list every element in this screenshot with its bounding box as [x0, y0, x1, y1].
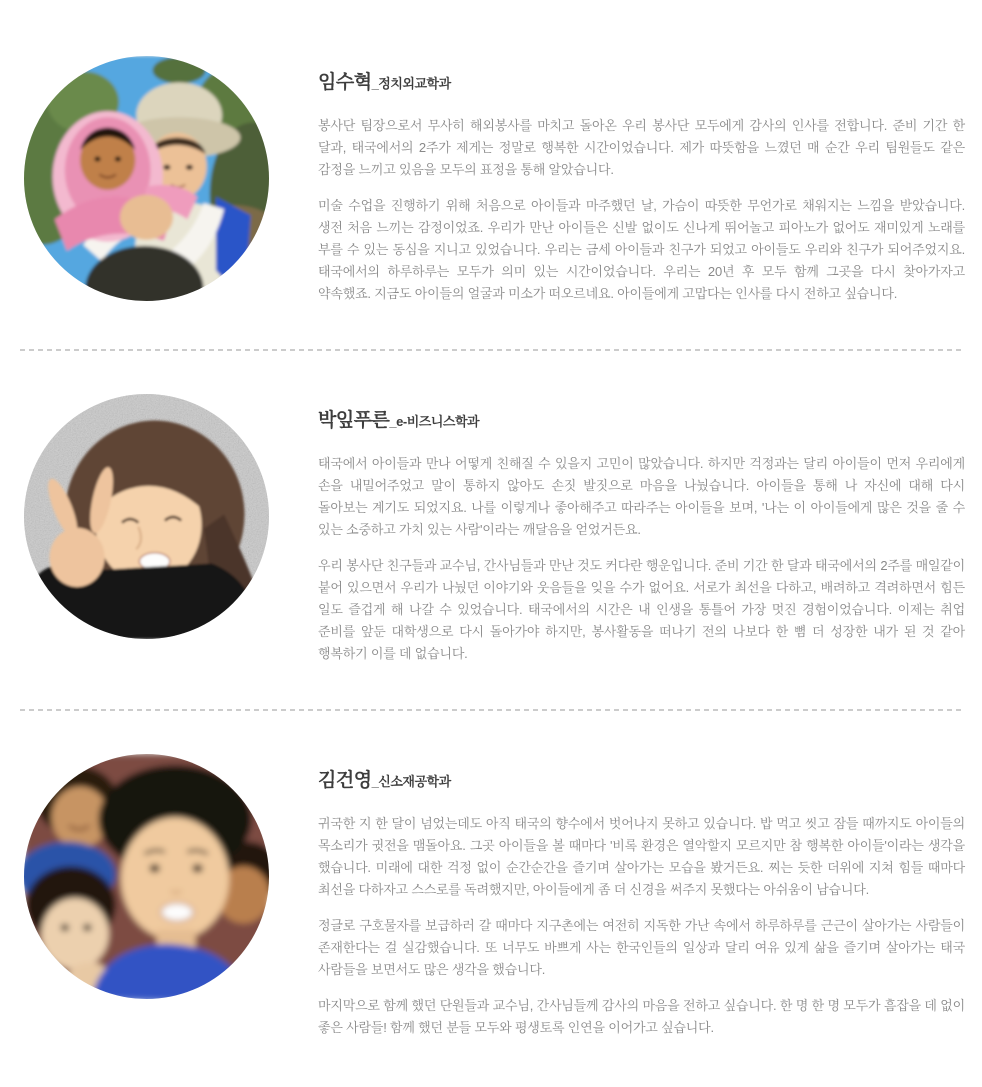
person-heading-3	[318, 768, 965, 793]
dashed-divider	[20, 349, 962, 351]
person-department: _신소재공학과	[371, 774, 451, 789]
testimonial-section-2	[0, 394, 982, 665]
testimonial-paragraph: 미술 수업을 진행하기 위해 처음으로 아이들과 마주했던 날, 가슴이 따뜻한 무언가로 채워지는 느낌을 받았습니다. 생전 처음 느끼는 감정이었죠. 우리가 만난 아이들은 신발 없이도 신나게 뛰어놀고 피아노가 없어도 재미있게 노래를 부를 수 있는 동심을 지니고 있었습니다. 우리는 금세 아이들과 친구가 되었고 아이들도 우리와 친구가 되어주었지요. 태국에서의 하루하루는 모두가 의미 있는 시간이었습니다. 우리는 20년 후 모두 함께 그곳을 다시 찾아가자고 약속했죠. 지금도 아이들의 얼굴과 미소가 떠오르네요. 아이들에게 고맙다는 인사를 다시 전하고 싶습니다.	[318, 198, 965, 301]
peace-sign-girl-photo	[24, 394, 269, 639]
testimonial-paragraph: 정글로 구호물자를 보급하러 갈 때마다 지구촌에는 여전히 지독한 가난 속에서 하루하루를 근근이 살아가는 사람들이 존재한다는 걸 실감했습니다. 또 너무도 바쁘게 사는 한국인들의 일상과 달리 여유 있게 삶을 즐기며 살아가는 태국 사람들을 보면서도 많은 생각을 했습니다.	[318, 918, 965, 977]
profile-photo-2	[24, 394, 269, 639]
dashed-divider	[20, 709, 962, 711]
testimonial-paragraph: 봉사단 팀장으로서 무사히 해외봉사를 마치고 돌아온 우리 봉사단 모두에게 감사의 인사를 전합니다. 준비 기간 한 달과, 태국에서의 2주가 제게는 정말로 행복한 시간이었습니다. 제가 따뜻함을 느꼈던 매 순간 우리 팀원들도 같은 감정을 느끼고 있음을 모두의 표정을 통해 알았습니다.	[318, 118, 965, 177]
person-name: 박잎푸른	[318, 410, 390, 431]
testimonial-section-3	[0, 754, 982, 1039]
selfie-with-children-photo	[24, 754, 269, 999]
testimonial-section-1	[0, 56, 982, 305]
profile-photo-1	[24, 56, 269, 301]
person-department: _정치외교학과	[371, 76, 451, 91]
person-heading-2	[318, 408, 965, 433]
volunteer-heart-hands-photo	[24, 56, 269, 301]
testimonial-content-2	[318, 394, 965, 665]
testimonial-content-3	[318, 754, 965, 1039]
person-name: 김건영	[318, 770, 372, 791]
testimonial-paragraph: 우리 봉사단 친구들과 교수님, 간사님들과 만난 것도 커다란 행운입니다. 준비 기간 한 달과 태국에서의 2주를 매일같이 붙어 있으면서 우리가 나눴던 이야기와 웃음들을 잊을 수가 없어요. 서로가 최선을 다하고, 배려하고 격려하면서 힘든 일도 즐겁게 해 나갈 수 있었습니다. 태국에서의 시간은 내 인생을 통틀어 가장 멋진 경험이었습니다. 이제는 취업 준비를 앞둔 대학생으로 다시 돌아가야 하지만, 봉사활동을 떠나기 전의 나보다 한 뼘 더 성장한 내가 된 것 같아 행복하기 이를 데 없습니다.	[318, 558, 965, 661]
person-name: 임수혁	[318, 72, 372, 93]
profile-photo-3	[24, 754, 269, 999]
testimonial-content-1	[318, 56, 965, 305]
testimonial-paragraph: 마지막으로 함께 했던 단원들과 교수님, 간사님들께 감사의 마음을 전하고 싶습니다. 한 명 한 명 모두가 흠잡을 데 없이 좋은 사람들! 함께 했던 분들 모두와 평생토록 인연을 이어가고 싶습니다.	[318, 998, 965, 1035]
person-department: _e-비즈니스학과	[389, 414, 480, 429]
testimonial-paragraph: 태국에서 아이들과 만나 어떻게 친해질 수 있을지 고민이 많았습니다. 하지만 걱정과는 달리 아이들이 먼저 우리에게 손을 내밀어주었고 말이 통하지 않아도 손짓 발짓으로 마음을 나눴습니다. 아이들을 통해 나 자신에 대해 다시 돌아보는 계기도 되었지요. 나를 이렇게나 좋아해주고 따라주는 아이들을 보며, '나는 이 아이들에게 많은 것을 줄 수 있는 소중하고 가치 있는 사람'이라는 깨달음을 얻었거든요.	[318, 456, 965, 537]
testimonial-paragraph: 귀국한 지 한 달이 넘었는데도 아직 태국의 향수에서 벗어나지 못하고 있습니다. 밥 먹고 씻고 잠들 때까지도 아이들의 목소리가 귓전을 맴돌아요. 그곳 아이들을 볼 때마다 '비록 환경은 열악할지 모르지만 참 행복한 아이들'이라는 생각을 했습니다. 미래에 대한 걱정 없이 순간순간을 즐기며 살아가는 모습을 봤거든요. 찌는 듯한 더위에 지쳐 힘들 때마다 최선을 다하자고 스스로를 독려했지만, 아이들에게 좀 더 신경을 써주지 못했다는 아쉬움이 남습니다.	[318, 816, 965, 897]
person-heading-1	[318, 70, 965, 95]
